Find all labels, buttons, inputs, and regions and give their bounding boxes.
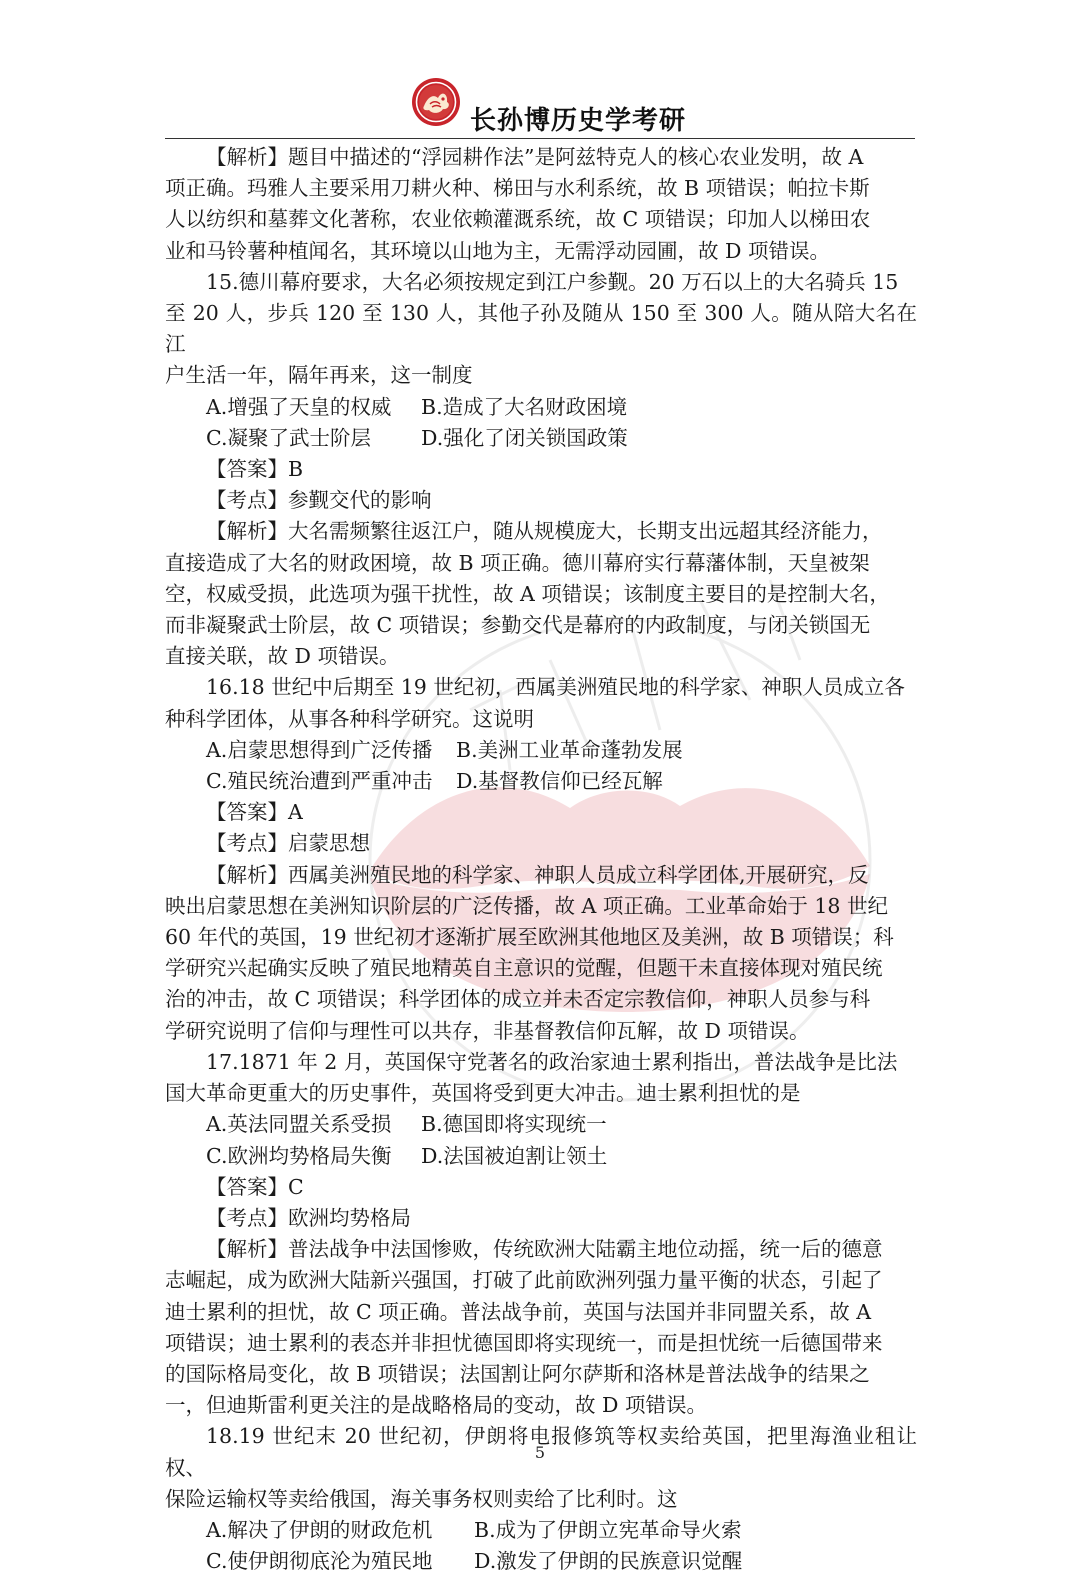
option-b: B.德国即将实现统一 (421, 1112, 607, 1137)
red-seal-logo-icon (410, 76, 462, 128)
question-18: 18.19 世纪末 20 世纪初，伊朗将电报修筑等权卖给英国，把里海渔业租让权、 保险运输权等卖给俄国，海关事务权则卖给了比利时。这 (165, 1424, 917, 1511)
question-15: 15.德川幕府要求，大名必须按规定到江户参觐。20 万石以上的大名骑兵 15 至 20 人，步兵 120 至 130 人，其他子孙及随从 150 至 300 人。随从陪大名在江 户生活一年，隔年再来，这一制度 (165, 269, 917, 388)
option-d: D.激发了伊朗的民族意识觉醒 (474, 1549, 743, 1574)
answer-q15: 【答案】B (206, 457, 304, 482)
header-divider (165, 138, 915, 139)
option-d: D.基督教信仰已经瓦解 (456, 769, 663, 794)
page-header (165, 74, 915, 142)
analysis-q14: 【解析】题目中描述的“浮园耕作法”是阿兹特克人的核心农业发明，故 A 项正确。玛雅人主要采用刀耕火种、梯田与水利系统，故 B 项错误；帕拉卡斯 人以纺织和墓葬文化著称，农业依赖灌溉系统，故 C 项错误；印加人以梯田农 业和马铃薯种植闻名，其环境以山地为主，无需浮动园圃，故 D 项错误。 (165, 145, 871, 263)
options-row (165, 392, 917, 423)
key-point-q17: 【考点】欧洲均势格局 (206, 1205, 411, 1230)
options-row (165, 1546, 917, 1577)
page-number: 5 (534, 1443, 546, 1462)
site-title: 长孙博历史学考研 (470, 106, 687, 136)
analysis-q16: 【解析】西属美洲殖民地的科学家、神职人员成立科学团体,开展研究，反 映出启蒙思想在美洲知识阶层的广泛传播，故 A 项正确。工业革命始于 18 世纪 60 年代的英国，19 世纪初才逐渐扩展至欧洲其他地区及美洲，故 B 项错误；科 学研究兴起确实反映了殖民地精英自主意识的觉醒，但题干未直接体现对殖民统 治的冲击，故 C 项错误；科学团体的成立并未否定宗教信仰，神职人员参与科 学研究说明了信仰与理性可以共存，非基督教信仰瓦解，故 D 项错误。 (165, 862, 894, 1043)
option-b: B.造成了大名财政困境 (421, 394, 628, 419)
option-d: D.法国被迫割让领土 (421, 1143, 608, 1168)
option-a: A.增强了天皇的权威 (206, 394, 392, 419)
option-a: A.启蒙思想得到广泛传播 (206, 737, 433, 762)
options-row (165, 766, 917, 797)
option-c: C.使伊朗彻底沦为殖民地 (206, 1549, 433, 1574)
analysis-q17: 【解析】普法战争中法国惨败，传统欧洲大陆霸主地位动摇，统一后的德意 志崛起，成为欧洲大陆新兴强国，打破了此前欧洲列强力量平衡的状态，引起了 迪士累利的担忧，故 C 项正确。普法战争前，英国与法国并非同盟关系，故 A 项错误；迪士累利的表态并非担忧德国即将实现统一，而是担忧统一后德国带来 的国际格局变化，故 B 项错误；法国割让阿尔萨斯和洛林是普法战争的结果之 一，但迪斯雷利更关注的是战略格局的变动，故 D 项错误。 (165, 1237, 883, 1418)
options-row (165, 1141, 917, 1172)
document-body (165, 142, 917, 1577)
option-d: D.强化了闭关锁国政策 (421, 425, 628, 450)
option-c: C.殖民统治遭到严重冲击 (206, 769, 433, 794)
option-b: B.成为了伊朗立宪革命导火索 (474, 1517, 742, 1542)
option-c: C.欧洲均势格局失衡 (206, 1143, 392, 1168)
key-point-q16: 【考点】启蒙思想 (206, 831, 370, 856)
option-b: B.美洲工业革命蓬勃发展 (456, 737, 683, 762)
options-row (165, 423, 917, 454)
answer-q17: 【答案】C (206, 1174, 304, 1199)
options-row (165, 1515, 917, 1546)
analysis-q15: 【解析】大名需频繁往返江户，随从规模庞大，长期支出远超其经济能力， 直接造成了大名的财政困境，故 B 项正确。德川幕府实行幕藩体制，天皇被架 空，权威受损，此选项为强干扰性，故 A 项错误；该制度主要目的是控制大名， 而非凝聚武士阶层，故 C 项错误；参勤交代是幕府的内政制度，与闭关锁国无 直接关联，故 D 项错误。 (165, 519, 890, 669)
question-17: 17.1871 年 2 月，英国保守党著名的政治家迪士累利指出，普法战争是比法 国大革命更重大的历史事件，英国将受到更大冲击。迪士累利担忧的是 (165, 1049, 898, 1106)
answer-q16: 【答案】A (206, 800, 303, 825)
option-c: C.凝聚了武士阶层 (206, 425, 371, 450)
options-row (165, 1109, 917, 1140)
option-a: A.英法同盟关系受损 (206, 1112, 392, 1137)
key-point-q15: 【考点】参觐交代的影响 (206, 488, 432, 513)
option-a: A.解决了伊朗的财政危机 (206, 1517, 433, 1542)
options-row (165, 735, 917, 766)
question-16: 16.18 世纪中后期至 19 世纪初，西属美洲殖民地的科学家、神职人员成立各 种科学团体，从事各种科学研究。这说明 (165, 675, 905, 731)
